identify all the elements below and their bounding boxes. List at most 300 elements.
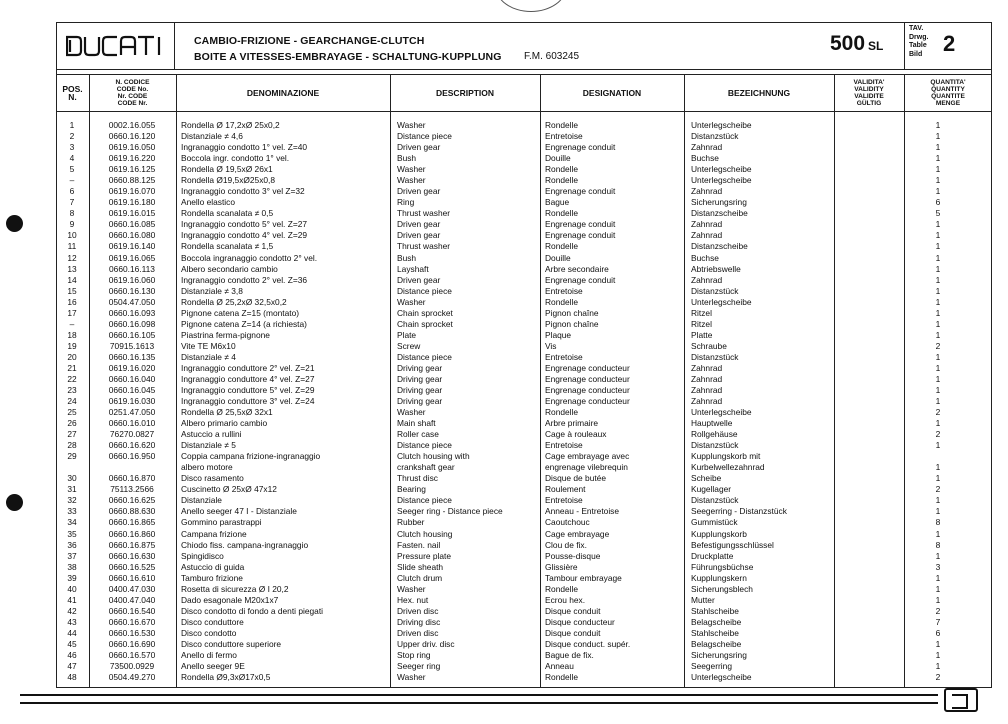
pos-cell: 29 [67, 451, 77, 462]
bezeichnung-cell: Schraube [691, 340, 727, 351]
description-cell: Distance piece [397, 440, 452, 451]
table-row [56, 164, 992, 175]
pos-cell: 22 [67, 373, 77, 384]
bezeichnung-cell: Sicherungsring [691, 649, 747, 660]
code-cell: 0619.16.140 [108, 241, 156, 252]
table-row [56, 253, 992, 264]
bezeichnung-cell: Kugellager [691, 484, 732, 495]
table-row [56, 418, 992, 429]
description-cell: Stop ring [397, 649, 431, 660]
table-row [56, 352, 992, 363]
table-row [56, 385, 992, 396]
designation-cell: Anneau - Entretoise [545, 506, 620, 517]
table-row [56, 219, 992, 230]
pos-cell: 42 [67, 605, 77, 616]
bezeichnung-cell: Stahlscheibe [691, 605, 739, 616]
bezeichnung-cell: Distanzstück [691, 351, 739, 362]
bezeichnung-cell: Zahnrad [691, 385, 723, 395]
denominazione-cell: Disco conduttore [181, 616, 244, 627]
table-row [56, 208, 992, 219]
binder-hole [6, 494, 23, 511]
pos-cell: 34 [67, 517, 77, 528]
description-cell: Chain sprocket [397, 307, 453, 318]
denominazione-cell: Ingranaggio conduttore 2° vel. Z=21 [181, 362, 315, 373]
table-row [56, 319, 992, 330]
quantity-cell: 6 [935, 627, 941, 638]
scan-artifact-arc [495, 0, 567, 12]
pos-cell: 13 [67, 263, 77, 274]
quantity-cell: 1 [935, 506, 941, 517]
denominazione-cell: Rondella Ø 25,5xØ 32x1 [181, 407, 273, 417]
col-quantita: QUANTITA' QUANTITY QUANTITE MENGE [930, 78, 966, 108]
bezeichnung-cell: Gummistück [691, 517, 738, 528]
table-row [56, 197, 992, 208]
quantity-cell: 1 [935, 594, 941, 605]
quantity-cell: 1 [935, 440, 941, 451]
denominazione-cell: Distanziale ≠ 4 [181, 351, 236, 362]
quantity-cell: 1 [935, 583, 941, 594]
table-row [56, 606, 992, 617]
table-row [56, 142, 992, 153]
designation-cell: Anneau [545, 661, 574, 671]
bezeichnung-cell: Ritzel [691, 307, 712, 318]
bezeichnung-cell: Unterlegscheibe [691, 407, 752, 417]
pos-cell: 41 [67, 594, 77, 605]
table-number: 2 [943, 31, 956, 56]
designation-cell: Rondelle [545, 296, 579, 307]
denominazione-cell: Anello seeger 47 I - Distanziale [181, 506, 297, 517]
code-cell: 0660.16.865 [108, 517, 156, 528]
bezeichnung-cell: Zahnrad [691, 230, 723, 241]
designation-cell: Plaque [545, 329, 572, 340]
column-header [56, 74, 992, 112]
table-row [56, 264, 992, 275]
denominazione-cell: Distanziale ≠ 4,6 [181, 131, 243, 141]
description-cell: Washer [397, 175, 426, 186]
denominazione-cell: Anello seeger 9E [181, 661, 245, 671]
pos-cell: 19 [67, 340, 77, 351]
code-cell: 0619.16.065 [108, 252, 156, 263]
table-row [56, 120, 992, 131]
denominazione-cell: Ingranaggio conduttore 3° vel. Z=24 [181, 396, 315, 406]
code-cell: 0660.16.045 [108, 385, 156, 395]
table-row [56, 396, 992, 407]
description-cell: Driven disc [397, 605, 439, 616]
code-cell: 0660.16.093 [108, 307, 156, 318]
description-cell: Driving gear [397, 385, 443, 395]
designation-cell: Engrenage conducteur [545, 362, 630, 373]
denominazione-cell: albero motore [181, 462, 233, 473]
designation-cell: Entretoise [545, 351, 583, 362]
denominazione-cell: Albero primario cambio [181, 418, 268, 429]
table-row [56, 529, 992, 540]
designation-cell: Clou de fix. [545, 539, 587, 550]
bezeichnung-cell: Zahnrad [691, 274, 723, 285]
code-cell: 0660.16.105 [108, 329, 156, 340]
col-bezeichnung: BEZEICHNUNG [727, 88, 791, 98]
pos-cell: 15 [67, 285, 77, 296]
denominazione-cell: Vite TE M6x10 [181, 340, 236, 351]
fm-number: F.M. 603245 [524, 51, 580, 62]
header [56, 22, 992, 70]
designation-cell: Vis [545, 340, 557, 351]
bezeichnung-cell: Hauptwelle [691, 418, 733, 429]
bezeichnung-cell: Seegerring - Distanzstück [691, 506, 787, 517]
quantity-cell: 1 [935, 572, 941, 583]
denominazione-cell: Rondella scanalata ≠ 1,5 [181, 241, 274, 252]
code-cell: 0660.88.630 [108, 506, 156, 517]
denominazione-cell: Astuccio di guida [181, 561, 245, 572]
description-cell: Fasten. nail [397, 539, 441, 550]
quantity-cell: 3 [935, 561, 941, 572]
description-cell: Washer [397, 407, 426, 417]
code-cell: 70915.1613 [109, 340, 155, 351]
table-row [56, 484, 992, 495]
description-cell: Bush [397, 153, 417, 164]
designation-cell: Rondelle [545, 241, 579, 252]
denominazione-cell: Disco rasamento [181, 473, 244, 484]
pos-cell: 30 [67, 473, 77, 484]
pos-cell: 43 [67, 616, 77, 627]
description-cell: Distance piece [397, 131, 452, 141]
designation-cell: Disque conduct. supér. [545, 638, 631, 649]
code-cell: 0619.16.180 [108, 197, 156, 208]
description-cell: Washer [397, 672, 426, 682]
code-cell: 0660.16.010 [108, 418, 156, 429]
col-validita: VALIDITA' VALIDITY VALIDITE GÜLTIG [853, 78, 885, 108]
quantity-cell: 1 [935, 307, 941, 318]
quantity-cell: 5 [935, 208, 941, 219]
bezeichnung-cell: Distanzstück [691, 495, 739, 506]
code-cell: 0400.47.040 [108, 594, 156, 605]
quantity-cell: 1 [935, 362, 941, 373]
table-row [56, 551, 992, 562]
table-row [56, 617, 992, 628]
table-row [56, 308, 992, 319]
quantity-cell: 1 [935, 230, 941, 241]
quantity-cell: 2 [935, 672, 941, 682]
quantity-cell: 1 [935, 351, 941, 362]
code-cell: 0660.16.525 [108, 561, 156, 572]
pos-cell: 25 [67, 407, 77, 417]
designation-cell: Disque conduit [545, 627, 601, 638]
description-cell: Clutch drum [397, 572, 443, 583]
pos-cell: 32 [67, 495, 77, 506]
col-designation: DESIGNATION [582, 88, 642, 98]
code-cell: 0660.16.130 [108, 285, 156, 296]
model-number: 500 [830, 32, 866, 55]
table-row [56, 297, 992, 308]
designation-cell: Engrenage conduit [545, 230, 616, 241]
quantity-cell: 2 [935, 605, 941, 616]
description-cell: Clutch housing with [397, 451, 470, 462]
quantity-cell: 1 [935, 241, 941, 252]
denominazione-cell: Ingranaggio conduttore 4° vel. Z=27 [181, 373, 315, 384]
quantity-cell: 1 [935, 131, 941, 141]
bezeichnung-cell: Zahnrad [691, 186, 723, 197]
denominazione-cell: Disco condotto [181, 627, 237, 638]
denominazione-cell: Spingidisco [181, 550, 224, 561]
code-cell: 0251.47.050 [108, 407, 156, 417]
description-cell: Driven gear [397, 186, 441, 197]
bezeichnung-cell: Distanzstück [691, 440, 739, 451]
code-cell: 0002.16.055 [108, 120, 156, 130]
designation-cell: Caoutchouc [545, 517, 590, 528]
denominazione-cell: Rondella Ø 25,2xØ 32,5x0,2 [181, 296, 287, 307]
table-row [56, 363, 992, 374]
pos-cell: 44 [67, 627, 77, 638]
denominazione-cell: Rondella Ø 19,5xØ 26x1 [181, 164, 273, 175]
code-cell: 0619.16.050 [108, 142, 156, 153]
table-row [56, 517, 992, 528]
denominazione-cell: Ingranaggio condotto 2° vel. Z=36 [181, 274, 308, 285]
pos-cell: 10 [67, 230, 77, 241]
quantity-cell: 2 [935, 407, 941, 417]
quantity-cell: 1 [935, 186, 941, 197]
quantity-cell: 1 [935, 318, 941, 329]
col-code: N. CODICE CODE No. Nr. CODE CODE Nr. [115, 78, 150, 108]
designation-cell: Rondelle [545, 672, 579, 682]
denominazione-cell: Chiodo fiss. campana-ingranaggio [181, 539, 309, 550]
code-cell: 0660.88.125 [108, 175, 156, 186]
pos-cell: 7 [69, 197, 75, 208]
designation-cell: Bague de fix. [545, 649, 594, 660]
designation-cell: Glissière [545, 561, 578, 572]
description-cell: Washer [397, 164, 426, 175]
designation-cell: Rondelle [545, 120, 579, 130]
description-cell: Thrust washer [397, 208, 451, 219]
bezeichnung-cell: Seegerring [691, 661, 732, 671]
quantity-cell: 1 [935, 550, 941, 561]
bezeichnung-cell: Sicherungsblech [691, 583, 753, 594]
code-cell: 76270.0827 [109, 429, 155, 440]
bottom-rule [20, 694, 938, 696]
description-cell: crankshaft gear [397, 462, 455, 473]
col-pos: POS. N. [62, 84, 83, 102]
code-cell: 0660.16.040 [108, 373, 156, 384]
designation-cell: Cage embrayage avec [545, 451, 630, 462]
bezeichnung-cell: Distanzscheibe [691, 208, 748, 219]
code-cell: 0660.16.120 [108, 131, 156, 141]
designation-cell: Rondelle [545, 583, 579, 594]
description-cell: Driven gear [397, 142, 441, 153]
table-row [56, 506, 992, 517]
bezeichnung-cell: Belagscheibe [691, 638, 742, 649]
designation-cell: Engrenage conducteur [545, 373, 630, 384]
quantity-cell: 1 [935, 153, 941, 164]
table-row [56, 374, 992, 385]
quantity-cell: 1 [935, 373, 941, 384]
quantity-cell: 1 [935, 252, 941, 263]
description-cell: Driving gear [397, 362, 443, 373]
code-cell: 0660.16.875 [108, 539, 156, 550]
code-cell: 0619.16.220 [108, 153, 156, 164]
code-cell: 0660.16.570 [108, 649, 156, 660]
title-line-1: CAMBIO-FRIZIONE - GEARCHANGE-CLUTCH [194, 35, 425, 47]
code-cell: 0660.16.620 [108, 440, 156, 451]
code-cell: 0660.16.870 [108, 473, 156, 484]
description-cell: Driven gear [397, 219, 441, 230]
denominazione-cell: Campana frizione [181, 528, 247, 539]
pos-cell: 38 [67, 561, 77, 572]
pos-cell: 40 [67, 583, 77, 594]
designation-cell: engrenage vilebrequin [545, 462, 628, 473]
table-row [56, 628, 992, 639]
denominazione-cell: Gommino parastrappi [181, 517, 262, 528]
description-cell: Bush [397, 252, 417, 263]
designation-cell: Rondelle [545, 175, 579, 186]
bezeichnung-cell: Unterlegscheibe [691, 672, 752, 682]
description-cell: Washer [397, 120, 426, 130]
denominazione-cell: Ingranaggio conduttore 5° vel. Z=29 [181, 385, 315, 395]
designation-cell: Disque conducteur [545, 616, 615, 627]
bezeichnung-cell: Zahnrad [691, 362, 723, 373]
designation-cell: Rondelle [545, 407, 579, 417]
pos-cell: 21 [67, 362, 77, 373]
table-row [56, 672, 992, 683]
designation-cell: Rondelle [545, 164, 579, 175]
bezeichnung-cell: Zahnrad [691, 219, 723, 230]
pos-cell: 37 [67, 550, 77, 561]
denominazione-cell: Disco condotto di fondo a denti piegati [181, 605, 324, 616]
pos-cell: 8 [69, 208, 75, 219]
quantity-cell: 1 [935, 296, 941, 307]
denominazione-cell: Anello elastico [181, 197, 236, 208]
model-label [830, 32, 883, 56]
table-row [56, 286, 992, 297]
col-denominazione: DENOMINAZIONE [246, 88, 320, 98]
designation-cell: Disque conduit [545, 605, 601, 616]
pos-cell: 9 [69, 219, 75, 230]
description-cell: Plate [397, 329, 417, 340]
designation-cell: Douille [545, 153, 571, 164]
denominazione-cell: Boccola ingr. condotto 1° vel. [181, 153, 290, 164]
pos-cell: 26 [67, 418, 77, 429]
code-cell: 0504.49.270 [108, 672, 156, 682]
description-cell: Chain sprocket [397, 318, 453, 329]
bezeichnung-cell: Zahnrad [691, 142, 723, 153]
designation-cell: Arbre secondaire [545, 263, 609, 274]
bezeichnung-cell: Rollgehäuse [691, 429, 738, 440]
quantity-cell: 1 [935, 649, 941, 660]
quantity-cell: 7 [935, 616, 941, 627]
quantity-cell: 1 [935, 329, 941, 340]
pos-cell: – [69, 175, 75, 186]
table-row [56, 595, 992, 606]
quantity-cell: 2 [935, 484, 941, 495]
code-cell: 0619.16.030 [108, 396, 156, 406]
denominazione-cell: Rondella Ø19,5xØ25x0,8 [181, 175, 276, 186]
quantity-cell: 1 [935, 661, 941, 671]
bezeichnung-cell: Buchse [691, 252, 719, 263]
table-row [56, 241, 992, 252]
table-row [56, 451, 992, 462]
designation-cell: Engrenage conduit [545, 219, 616, 230]
denominazione-cell: Coppia campana frizione-ingranaggio [181, 451, 321, 462]
table-row [56, 275, 992, 286]
code-cell: 0660.16.950 [108, 451, 156, 462]
denominazione-cell: Boccola ingranaggio condotto 2° vel. [181, 252, 318, 263]
pos-cell: 23 [67, 385, 77, 395]
code-cell: 75113.2566 [110, 484, 154, 495]
binder-hole [6, 215, 23, 232]
pos-cell: 36 [67, 539, 77, 550]
description-cell: Distance piece [397, 285, 452, 296]
code-cell: 0660.16.860 [108, 528, 156, 539]
description-cell: Rubber [397, 517, 425, 528]
bezeichnung-cell: Unterlegscheibe [691, 175, 752, 186]
description-cell: Screw [397, 340, 421, 351]
designation-cell: Cage embrayage [545, 528, 610, 539]
table-row [56, 584, 992, 595]
pos-cell: 47 [67, 661, 77, 671]
pos-cell: – [69, 318, 75, 329]
table-row [56, 341, 992, 352]
pos-cell: 20 [67, 351, 77, 362]
quantity-cell: 1 [935, 164, 941, 175]
bezeichnung-cell: Abtriebswelle [691, 263, 741, 274]
bezeichnung-cell: Scheibe [691, 473, 722, 484]
code-cell: 0619.16.070 [108, 186, 156, 197]
denominazione-cell: Ingranaggio condotto 4° vel. Z=29 [181, 230, 308, 241]
continue-mark-icon [944, 688, 978, 712]
col-description: DESCRIPTION [435, 88, 495, 98]
quantity-cell: 8 [935, 539, 941, 550]
code-cell: 0400.47.030 [108, 583, 156, 594]
designation-cell: Engrenage conducteur [545, 385, 630, 395]
bezeichnung-cell: Kupplungskorb [691, 528, 747, 539]
bezeichnung-cell: Kupplungskern [691, 572, 747, 583]
code-cell: 0660.16.080 [108, 230, 156, 241]
designation-cell: Entretoise [545, 285, 583, 296]
quantity-cell: 1 [935, 528, 941, 539]
code-cell: 0619.16.125 [108, 164, 156, 175]
designation-cell: Pignon chaîne [545, 318, 599, 329]
denominazione-cell: Anello di fermo [181, 649, 237, 660]
code-cell: 0660.16.113 [109, 263, 155, 274]
bezeichnung-cell: Buchse [691, 153, 719, 164]
bezeichnung-cell: Stahlscheibe [691, 627, 739, 638]
quantity-cell: 1 [935, 418, 941, 429]
designation-cell: Engrenage conduit [545, 186, 616, 197]
pos-cell: 39 [67, 572, 77, 583]
bezeichnung-cell: Unterlegscheibe [691, 296, 752, 307]
description-cell: Thrust disc [397, 473, 438, 484]
quantity-cell: 1 [935, 175, 941, 186]
denominazione-cell: Astuccio a rullini [181, 429, 242, 440]
table-row [56, 473, 992, 484]
code-cell: 0660.16.625 [108, 495, 156, 506]
quantity-cell: 1 [935, 638, 941, 649]
table-row [56, 661, 992, 672]
bezeichnung-cell: Kupplungskorb mit [691, 451, 761, 462]
designation-cell: Tambour embrayage [545, 572, 622, 583]
denominazione-cell: Rosetta di sicurezza Ø I 20,2 [181, 583, 289, 594]
denominazione-cell: Ingranaggio condotto 1° vel. Z=40 [181, 142, 308, 153]
description-cell: Distance piece [397, 495, 452, 506]
code-cell: 0660.16.530 [108, 627, 156, 638]
bezeichnung-cell: Distanzscheibe [691, 241, 748, 252]
table-row [56, 153, 992, 164]
table-row [56, 462, 992, 473]
quantity-cell: 1 [935, 219, 941, 230]
description-cell: Driving gear [397, 396, 443, 406]
bottom-rule [20, 702, 938, 704]
table-row [56, 639, 992, 650]
description-cell: Roller case [397, 429, 439, 440]
code-cell: 0504.47.050 [108, 296, 156, 307]
description-cell: Distance piece [397, 351, 452, 362]
